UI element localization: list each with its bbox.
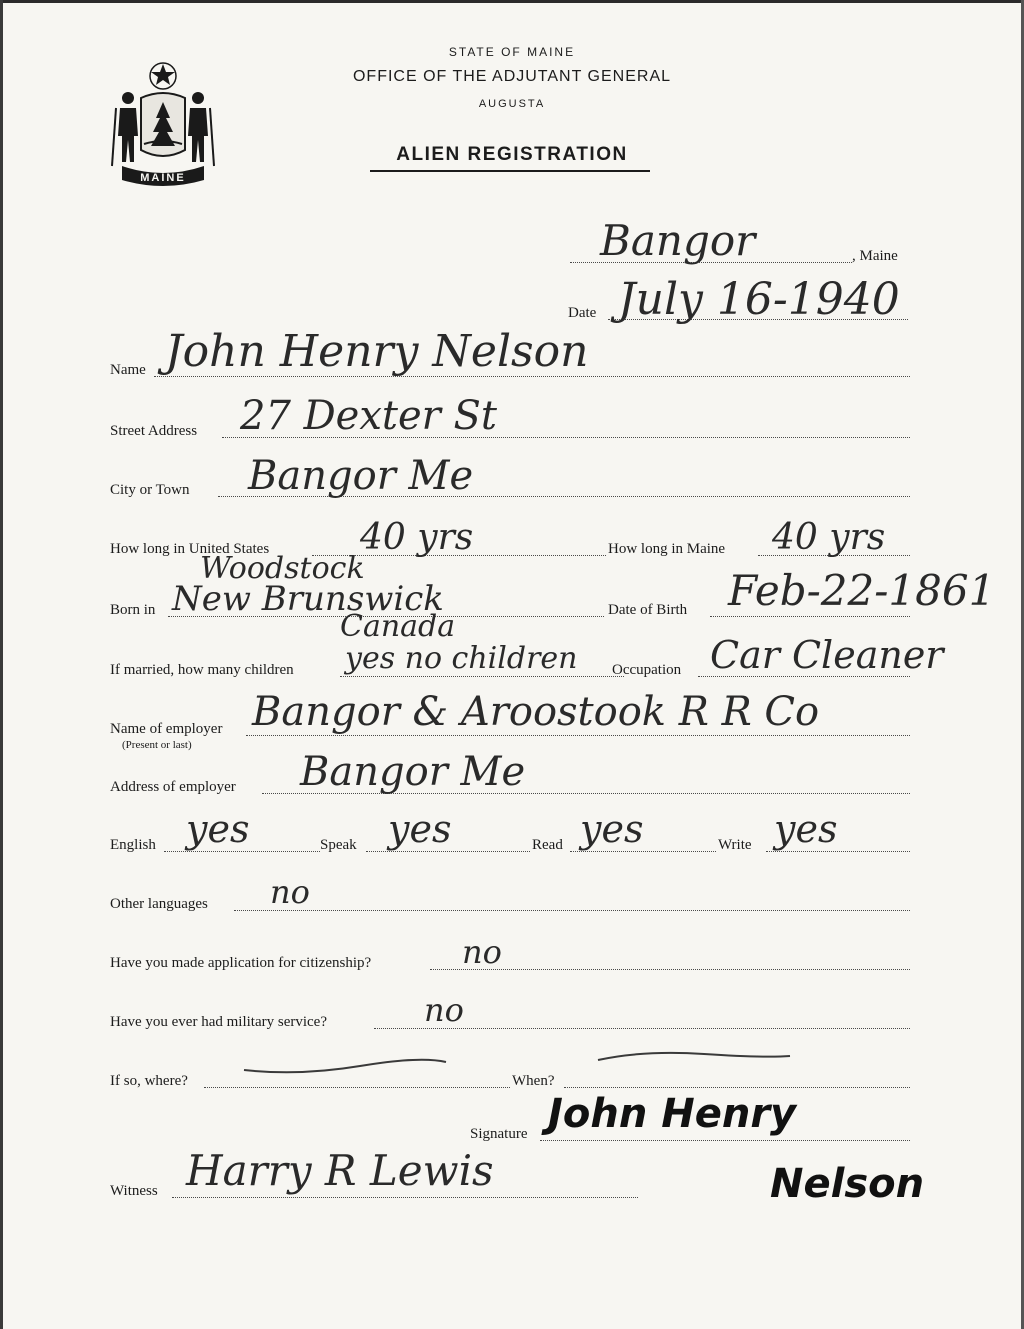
dob-label: Date of Birth xyxy=(608,602,688,618)
citizenship-line xyxy=(430,969,910,970)
employer-address-label: Address of employer xyxy=(110,779,236,795)
street-label: Street Address xyxy=(110,423,198,439)
witness-line xyxy=(172,1197,638,1198)
born-label: Born in xyxy=(110,602,156,618)
svg-text:MAINE: MAINE xyxy=(140,172,186,184)
occupation-label: Occupation xyxy=(612,662,682,678)
read-value: yes xyxy=(580,807,644,851)
me-stay-label: How long in Maine xyxy=(608,541,726,557)
born-value-line3: Canada xyxy=(340,609,456,644)
dob-value: Feb-22-1861 xyxy=(728,566,996,615)
name-label: Name xyxy=(110,362,146,378)
write-label: Write xyxy=(718,837,752,853)
employer-value: Bangor & Aroostook R R Co xyxy=(252,689,820,735)
citizenship-value: no xyxy=(462,933,502,971)
scan-edge-top xyxy=(0,0,1024,3)
military-label: Have you ever had military service? xyxy=(110,1014,327,1030)
title-underline xyxy=(370,170,650,172)
header-office: OFFICE OF THE ADJUTANT GENERAL xyxy=(352,68,672,85)
date-value: July 16-1940 xyxy=(618,274,900,325)
write-value: yes xyxy=(774,807,838,851)
read-label: Read xyxy=(532,837,563,853)
employer-note: (Present or last) xyxy=(122,739,192,751)
witness-label: Witness xyxy=(110,1183,158,1199)
other-languages-line xyxy=(234,910,910,911)
signature-value-line2: Nelson xyxy=(770,1161,925,1207)
us-stay-value: 40 yrs xyxy=(360,517,474,558)
when-blank-stroke xyxy=(594,1044,794,1068)
occupation-value: Car Cleaner xyxy=(710,633,944,677)
header-city: AUGUSTA xyxy=(478,98,546,110)
children-label: If married, how many children xyxy=(110,662,294,678)
military-value: no xyxy=(424,991,464,1029)
city-label: City or Town xyxy=(110,482,190,498)
where-label: If so, where? xyxy=(110,1073,188,1089)
place-value: Bangor xyxy=(600,216,756,265)
other-languages-label: Other languages xyxy=(110,896,208,912)
where-line xyxy=(204,1087,510,1088)
street-value: 27 Dexter St xyxy=(240,393,497,439)
header-state: STATE OF MAINE xyxy=(448,45,576,59)
english-value: yes xyxy=(186,807,250,851)
children-line xyxy=(340,676,624,677)
city-value: Bangor Me xyxy=(248,453,474,499)
signature-label: Signature xyxy=(470,1126,528,1142)
name-value: John Henry Nelson xyxy=(165,326,589,377)
signature-value-line1: John Henry xyxy=(548,1091,797,1137)
born-value-line2: New Brunswick xyxy=(172,579,444,619)
other-languages-value: no xyxy=(270,873,310,911)
employer-line xyxy=(246,735,910,736)
speak-label: Speak xyxy=(320,837,357,853)
form-title: ALIEN REGISTRATION xyxy=(396,144,628,165)
scan-edge-left xyxy=(0,0,3,1329)
children-value: yes no children xyxy=(345,641,578,676)
speak-value: yes xyxy=(388,807,452,851)
date-label: Date xyxy=(568,305,597,321)
employer-address-value: Bangor Me xyxy=(300,749,526,795)
when-line xyxy=(564,1087,910,1088)
english-line xyxy=(164,851,320,852)
read-line xyxy=(570,851,716,852)
born-value-line1: Woodstock xyxy=(200,551,365,586)
maine-label: , Maine xyxy=(852,248,898,264)
witness-value: Harry R Lewis xyxy=(186,1146,494,1195)
us-stay-label: How long in United States xyxy=(110,541,270,557)
me-stay-value: 40 yrs xyxy=(772,517,886,558)
employer-label: Name of employer xyxy=(110,721,223,737)
write-line xyxy=(766,851,910,852)
citizenship-label: Have you made application for citizenship? xyxy=(110,955,372,971)
signature-line xyxy=(540,1140,910,1141)
when-label: When? xyxy=(512,1073,555,1089)
english-label: English xyxy=(110,837,156,853)
where-blank-stroke xyxy=(240,1056,450,1080)
dob-line xyxy=(710,616,910,617)
speak-line xyxy=(366,851,530,852)
